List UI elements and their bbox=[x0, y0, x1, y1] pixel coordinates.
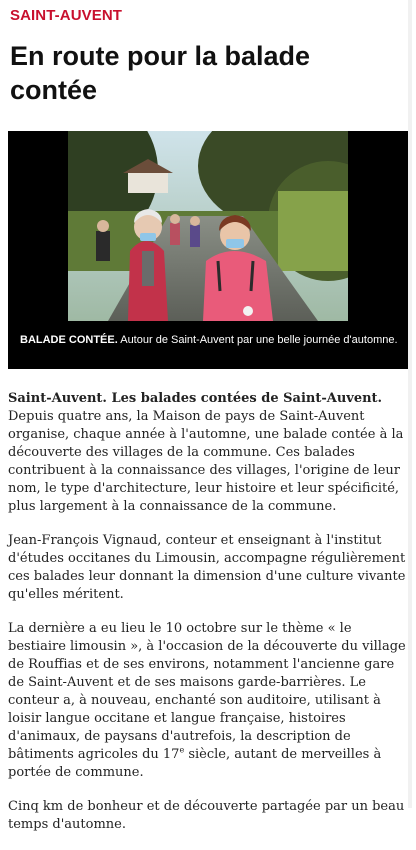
article-lead: Saint-Auvent. Les balades contées de Saint-Auvent. bbox=[8, 391, 383, 406]
article-paragraph-4: Cinq km de bonheur et de découverte partagée par un beau temps d'automne. bbox=[8, 799, 405, 832]
caption-label: BALADE CONTÉE. bbox=[20, 334, 118, 346]
article-paragraph-3-start: La dernière a eu lieu le 10 octobre sur le thème « le bestiaire limousin », à l'occasion de la découverte du village de Rouffias et de ses environs, notamment l'ancienne gare de Saint-Auvent et de ses maisons garde-barrières. Le conteur a, à nouveau, enchanté son auditoire, utilisant à loisir langue occitane et langue française, histoires d'animaux, de paysans d'autrefois, la description de bâtiments agricoles du 17 bbox=[8, 621, 406, 762]
century-superscript: e bbox=[179, 745, 185, 755]
headline: En route pour la balade contée bbox=[10, 41, 311, 105]
article-paragraph-3-end: siècle, autant de merveilles à portée de commune. bbox=[8, 747, 382, 780]
article-photo bbox=[68, 131, 348, 321]
article-paragraph-2: Jean-François Vignaud, conteur et enseignant à l'institut d'études occitanes du Limousin, accompagne régulièrement ces balades leur donnant la dimension d'une culture vivante qu'elles méritent. bbox=[8, 533, 406, 602]
article-paragraph-3 bbox=[8, 620, 406, 782]
article-paragraph-1-text: Depuis quatre ans, la Maison de pays de Saint-Auvent organise, chaque année à l'automne, une balade contée à la découverte des villages de la commune. Ces balades contribuent à la connaissance des villages, l'origine de leur nom, le type d'architecture, leur histoire et leur spécificité, plus largement à la connaissance de la commune. bbox=[8, 409, 404, 514]
photo-caption bbox=[20, 334, 400, 347]
article-paragraph-1 bbox=[8, 390, 406, 516]
caption-text: Autour de Saint-Auvent par une belle journée d'automne. bbox=[117, 334, 398, 346]
photo-block bbox=[8, 131, 408, 369]
category-label[interactable]: SAINT-AUVENT bbox=[10, 7, 123, 24]
article-body bbox=[8, 390, 406, 850]
scrollbar[interactable] bbox=[408, 0, 412, 808]
